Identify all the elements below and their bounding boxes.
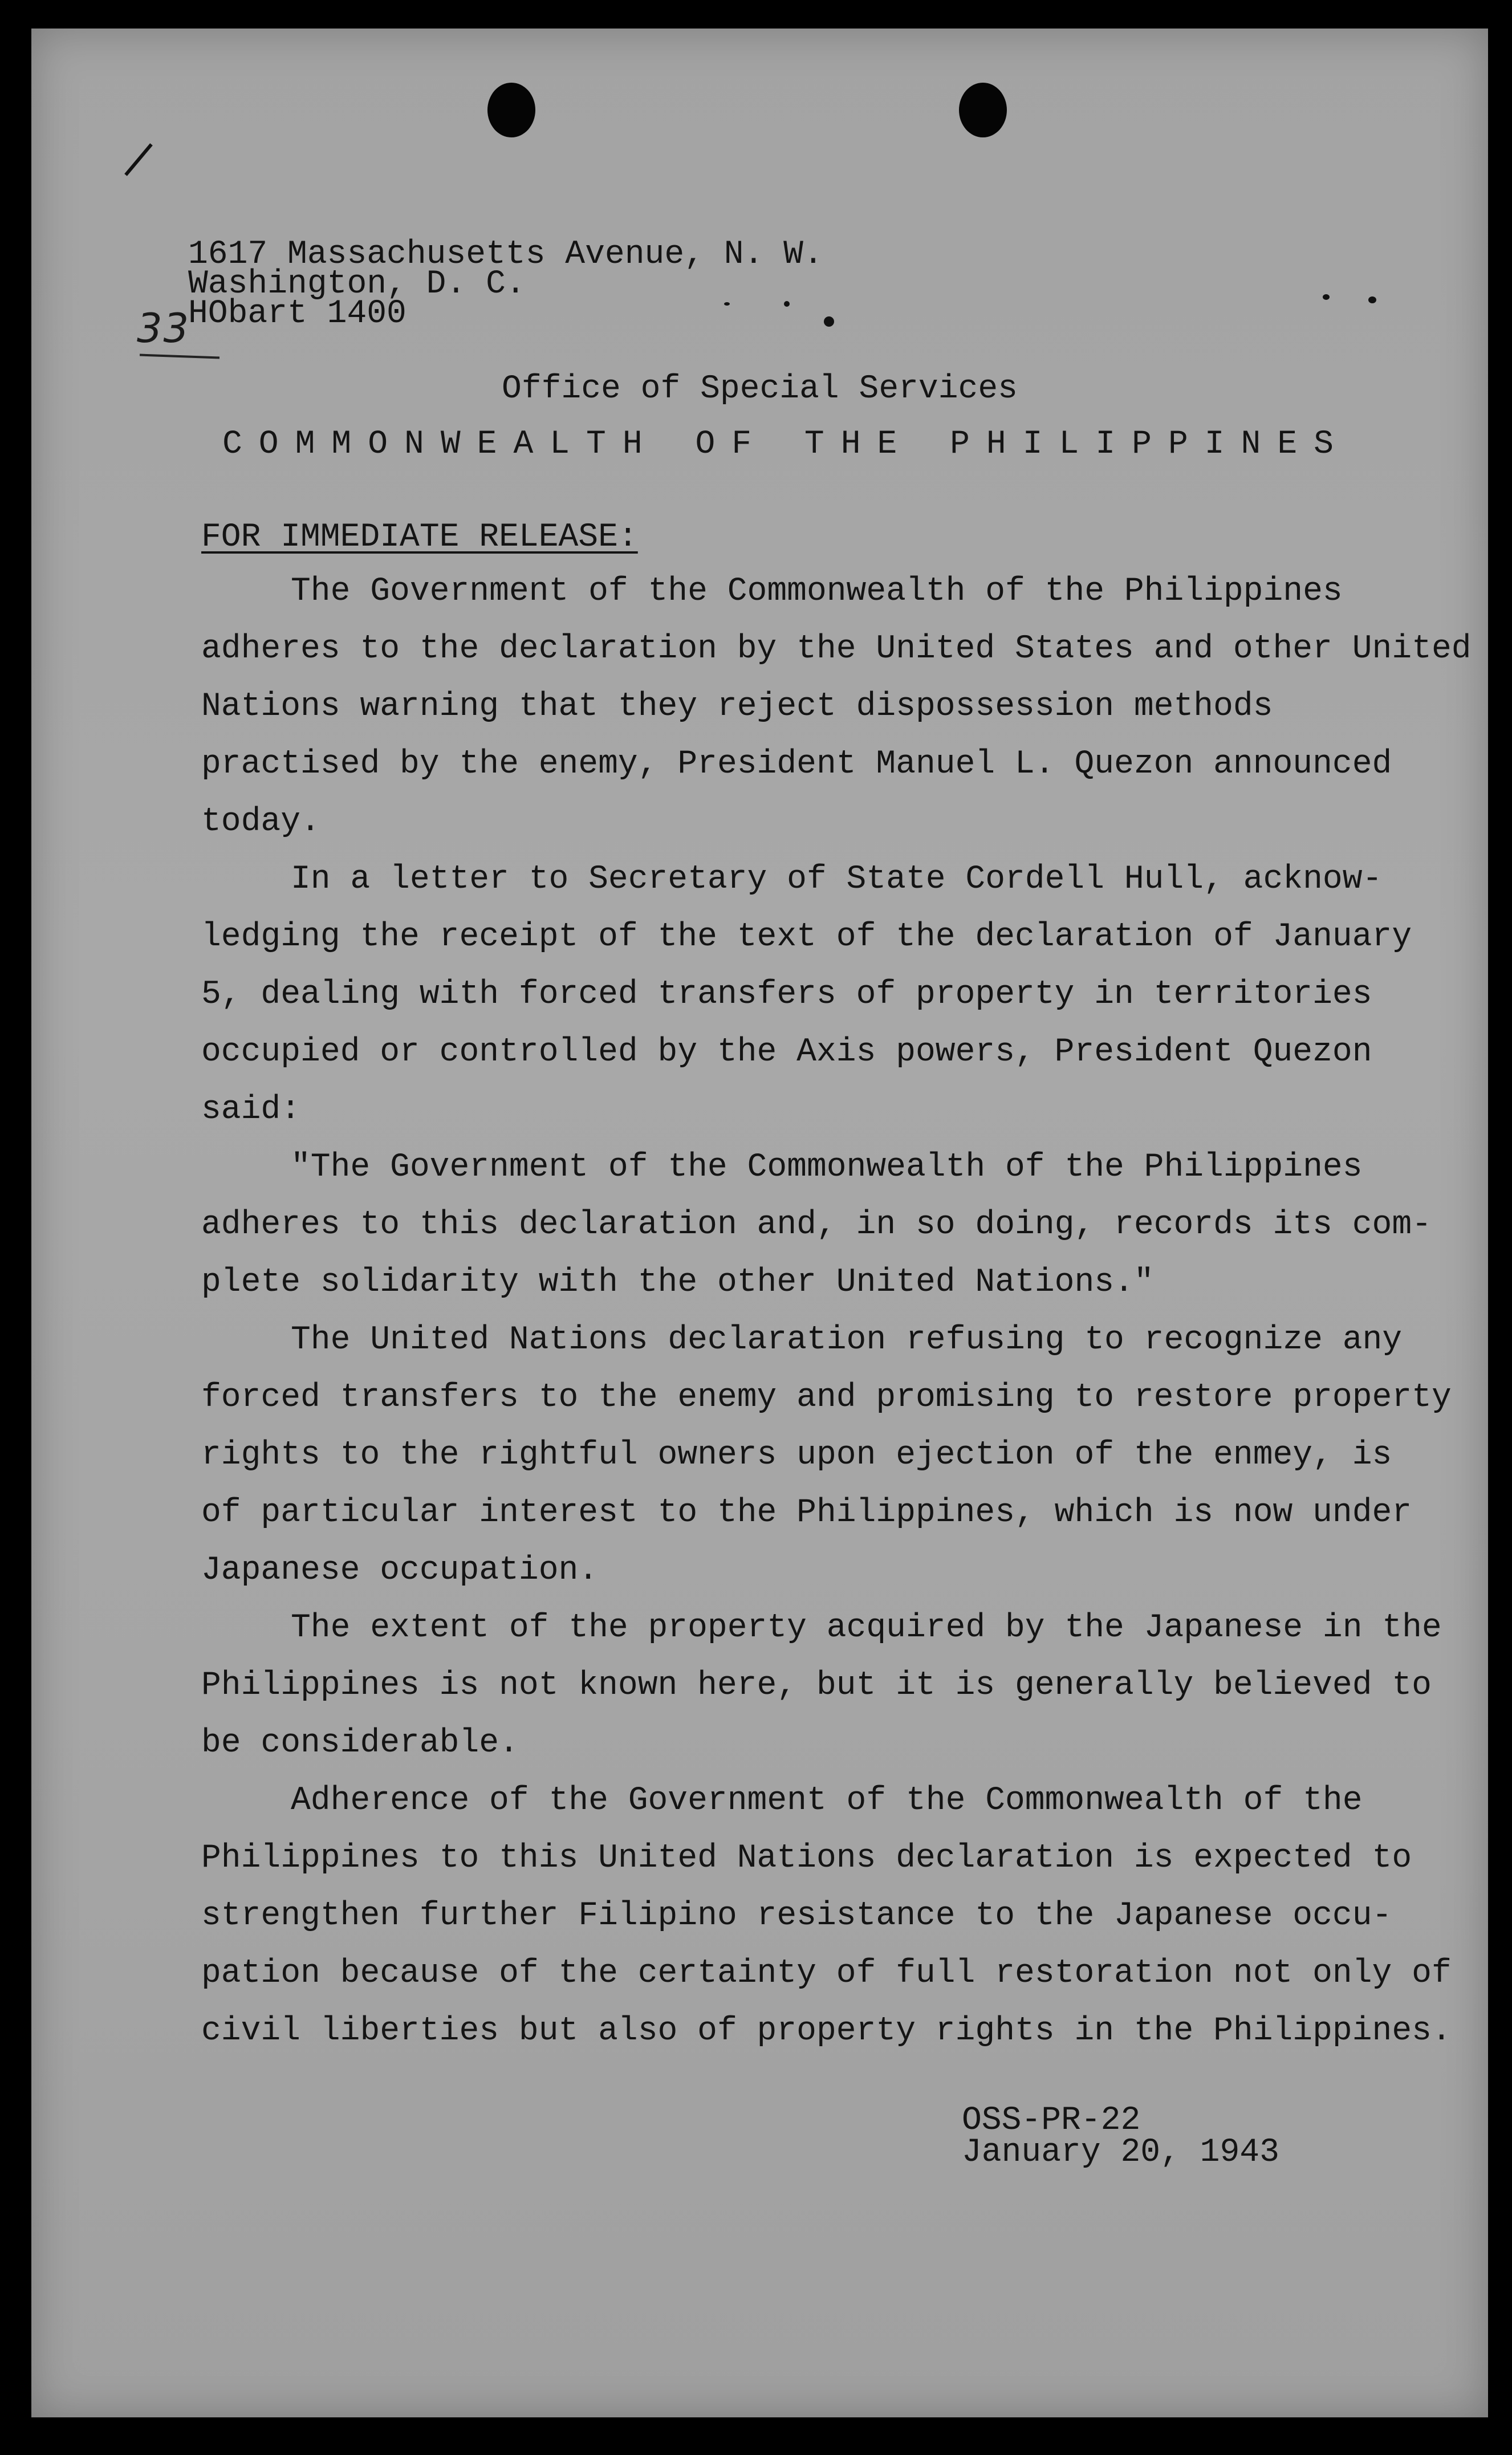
body-line: today. bbox=[201, 803, 320, 840]
document-page bbox=[31, 29, 1488, 2417]
body-line: rights to the rightful owners upon ejection of the enmey, is bbox=[201, 1437, 1392, 1474]
body-line: of particular interest to the Philippines, which is now under bbox=[201, 1494, 1412, 1531]
handwritten-page-number: 33 bbox=[137, 305, 190, 352]
body-line: be considerable. bbox=[201, 1725, 519, 1762]
body-line: ledging the receipt of the text of the declaration of January bbox=[201, 918, 1412, 956]
body-line: plete solidarity with the other United Nations." bbox=[201, 1264, 1154, 1301]
body-line: In a letter to Secretary of State Cordell Hull, acknow- bbox=[291, 861, 1383, 898]
ink-speck bbox=[784, 301, 790, 307]
body-line: Philippines is not known here, but it is generally believed to bbox=[201, 1667, 1432, 1704]
punch-hole-right bbox=[959, 83, 1007, 137]
body-line: The United Nations declaration refusing to recognize any bbox=[291, 1322, 1403, 1359]
body-line: occupied or controlled by the Axis powers, President Quezon bbox=[201, 1034, 1372, 1071]
body-line: "The Government of the Commonwealth of the Philippines bbox=[291, 1149, 1363, 1186]
body-line: adheres to this declaration and, in so doing, records its com- bbox=[201, 1206, 1432, 1243]
address-line-city: Washington, D. C. bbox=[188, 266, 526, 303]
body-line: 5, dealing with forced transfers of property in territories bbox=[201, 976, 1372, 1013]
organization-heading: COMMONWEALTH OF THE PHILIPPINES bbox=[222, 426, 1350, 463]
ink-speck bbox=[824, 316, 834, 327]
body-line: Philippines to this United Nations declaration is expected to bbox=[201, 1840, 1412, 1877]
address-line-street: 1617 Massachusetts Avenue, N. W. bbox=[188, 236, 823, 273]
release-date: January 20, 1943 bbox=[962, 2134, 1279, 2171]
address-line-phone: HObart 1400 bbox=[188, 295, 407, 332]
body-line: The Government of the Commonwealth of the Philippines bbox=[291, 573, 1343, 610]
ink-speck bbox=[1323, 294, 1330, 300]
body-line: practised by the enemy, President Manuel L. Quezon announced bbox=[201, 746, 1392, 783]
office-heading: Office of Special Services bbox=[502, 371, 1018, 408]
ink-speck bbox=[1368, 296, 1376, 303]
body-line: forced transfers to the enemy and promising to restore property bbox=[201, 1379, 1452, 1416]
ink-speck bbox=[724, 302, 730, 306]
pen-stroke-mark bbox=[124, 143, 153, 176]
body-line: The extent of the property acquired by the Japanese in the bbox=[291, 1609, 1442, 1647]
page-number-underline bbox=[140, 354, 220, 359]
release-label: FOR IMMEDIATE RELEASE: bbox=[201, 519, 638, 556]
body-line: said: bbox=[201, 1091, 301, 1128]
body-line: pation because of the certainty of full restoration not only of bbox=[201, 1955, 1452, 1992]
body-line: Adherence of the Government of the Commonwealth of the bbox=[291, 1782, 1363, 1819]
release-reference-number: OSS-PR-22 bbox=[962, 2102, 1141, 2139]
body-line: strengthen further Filipino resistance to the Japanese occu- bbox=[201, 1897, 1392, 1934]
body-line: Nations warning that they reject dispossession methods bbox=[201, 688, 1273, 725]
punch-hole-left bbox=[487, 83, 535, 137]
body-line: adheres to the declaration by the United States and other United bbox=[201, 631, 1472, 668]
body-line: Japanese occupation. bbox=[201, 1552, 599, 1589]
body-line: civil liberties but also of property rights in the Philippines. bbox=[201, 2013, 1452, 2050]
